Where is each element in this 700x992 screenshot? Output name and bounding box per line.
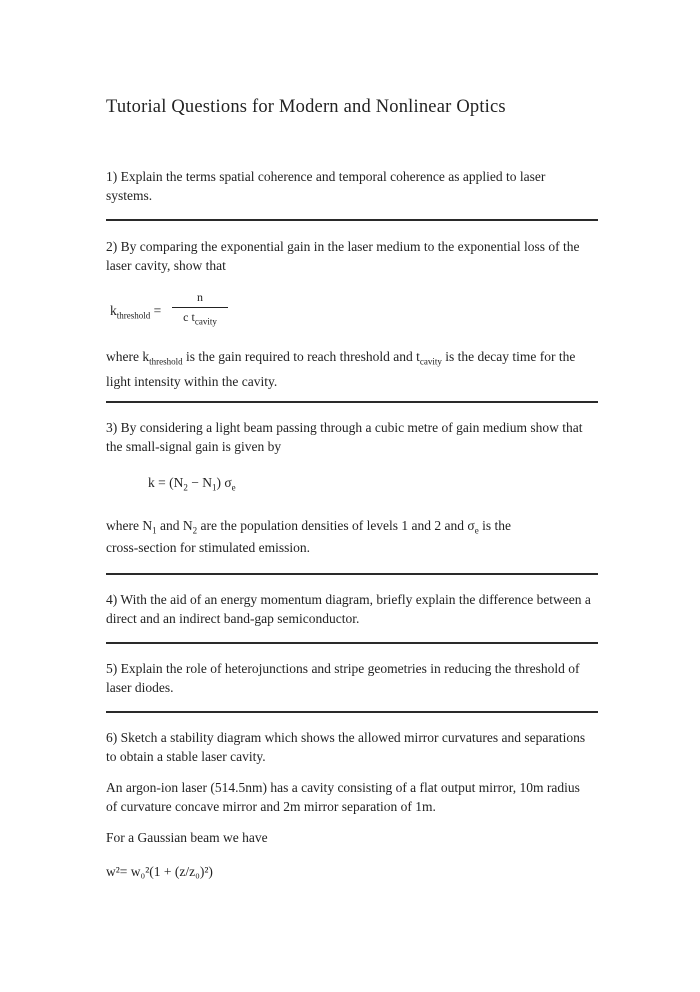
divider-rule [106,642,598,644]
question-1: 1) Explain the terms spatial coherence and temporal coherence as applied to laser systems. [106,169,546,203]
question-6: 6) Sketch a stability diagram which shows the allowed mirror curvatures and separations to obtain a stable laser cavity. [106,730,586,764]
divider-rule [106,711,598,713]
fraction-denominator: c $t_{cavity}$ [183,310,217,327]
formula-lhs: k [110,303,117,318]
fraction-bar [172,307,228,308]
gaussian-beam-formula: w²= w₀²(1 + (z/z₀)²) [106,864,213,879]
question-6-laser-description: An argon-ion laser (514.5nm) has a cavity consisting of a flat output mirror, 10m radius of curvature concave mirror and 2m mirror separation of 1m. [106,780,580,814]
divider-rule [106,219,598,221]
question-6-gaussian-intro: For a Gaussian beam we have [106,830,268,845]
question-5: 5) Explain the role of heterojunctions and stripe geometries in reducing the threshold of laser diodes. [106,661,580,695]
question-2: 2) By comparing the exponential gain in the laser medium to the exponential loss of the laser cavity, show that [106,239,580,273]
fraction-numerator: n [197,290,203,304]
question-3: 3) By considering a light beam passing through a cubic metre of gain medium show that the small-signal gain is given by [106,420,583,454]
divider-rule [106,573,598,575]
formula-k-threshold [110,303,161,321]
document-title: Tutorial Questions for Modern and Nonlinear Optics [106,97,506,117]
divider-rule [106,401,598,403]
formula-equals: = [150,303,162,318]
question-3-explanation: where $N_1$ and $N_2$ are the population densities of levels 1 and 2 and $\sigma_e$ is the [106,518,511,536]
formula-fraction [172,290,228,326]
formula-lhs-subscript: threshold [116,310,151,321]
question-3-explanation-line-2: cross-section for stimulated emission. [106,540,310,555]
formula-small-signal-gain: $k = (N_2 - N_1)$ $\sigma_e$ [148,475,236,493]
question-2-explanation: where $k_{threshold}$ is the gain required to reach threshold and $t_{cavity}$ is the decay time for the light intensity within the cavity. [106,349,576,389]
question-4: 4) With the aid of an energy momentum diagram, briefly explain the difference between a direct and an indirect band-gap semiconductor. [106,592,591,626]
